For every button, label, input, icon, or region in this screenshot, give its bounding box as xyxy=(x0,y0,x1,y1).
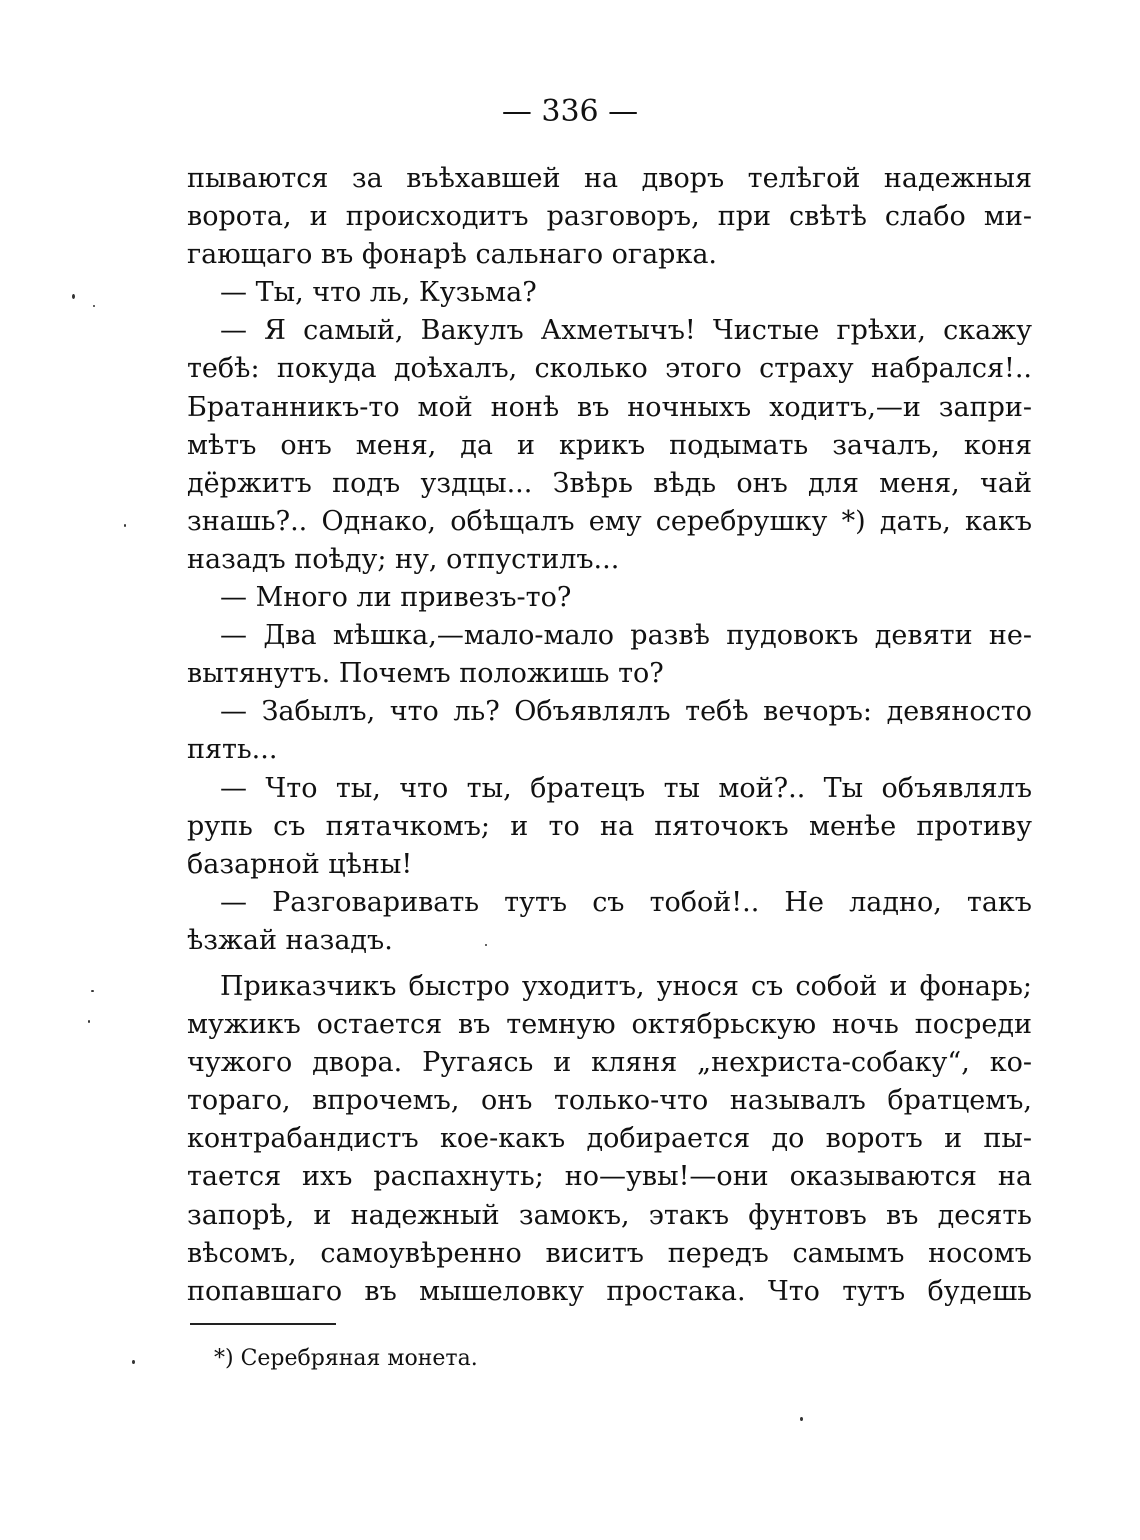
scan-speck xyxy=(485,944,487,946)
text-line: пять... xyxy=(187,734,278,766)
text-line: мужикъ остается въ темную октябрьскую ночь посреди xyxy=(187,1009,1032,1041)
text-line: гающаго въ фонарѣ сальнаго огарка. xyxy=(187,239,718,271)
scan-speck xyxy=(88,1020,90,1023)
scan-speck xyxy=(72,294,75,299)
scan-speck xyxy=(800,1417,803,1421)
text-line: тебѣ: покуда доѣхалъ, сколько этого страху набрался!.. xyxy=(187,353,1032,385)
scan-speck xyxy=(93,305,95,307)
footnote: *) Серебряная монета. xyxy=(214,1346,478,1371)
text-line: контрабандистъ кое-какъ добирается до воротъ и пы- xyxy=(187,1123,1032,1155)
text-line: Братанникъ-то мой нонѣ въ ночныхъ ходитъ,—и запри- xyxy=(187,391,1032,423)
scan-speck xyxy=(124,524,126,527)
text-line: — Что ты, что ты, братецъ ты мой?.. Ты объявлялъ xyxy=(220,772,1032,804)
text-line: — Забылъ, что ль? Объявлялъ тебѣ вечоръ: девяносто xyxy=(220,696,1032,728)
text-line: ворота, и происходитъ разговоръ, при свѣтѣ слабо ми- xyxy=(187,201,1032,233)
text-line: — Два мѣшка,—мало-мало развѣ пудовокъ девяти не- xyxy=(220,620,1032,652)
text-line: тораго, впрочемъ, онъ только-что называлъ братцемъ, xyxy=(187,1085,1032,1117)
text-line: чужого двора. Ругаясь и кляня „нехриста-собаку“, ко- xyxy=(187,1047,1032,1079)
footnote-rule xyxy=(190,1323,336,1325)
text-line: мѣтъ онъ меня, да и крикъ подымать зачалъ, коня xyxy=(187,429,1032,461)
text-line: — Много ли привезъ-то? xyxy=(220,582,572,614)
text-line: тается ихъ распахнуть; но—увы!—они оказываются на xyxy=(187,1161,1032,1193)
text-line: — Разговаривать тутъ съ тобой!.. Не ладно, такъ xyxy=(220,886,1032,918)
text-line: ѣзжай назадъ. xyxy=(187,924,393,956)
text-line: — Ты, что ль, Кузьма? xyxy=(220,277,537,309)
text-line: назадъ поѣду; ну, отпустилъ... xyxy=(187,543,620,575)
text-line: рупь съ пятачкомъ; и то на пяточокъ менѣе противу xyxy=(187,810,1032,842)
text-line: знашь?.. Однако, обѣщалъ ему серебрушку *) дать, какъ xyxy=(187,505,1032,537)
scan-speck xyxy=(132,1360,135,1364)
main-text xyxy=(187,160,1032,1311)
text-line: вѣсомъ, самоувѣренно виситъ передъ самымъ носомъ xyxy=(187,1237,1032,1269)
text-line: запорѣ, и надежный замокъ, этакъ фунтовъ въ десять xyxy=(187,1199,1032,1231)
text-line: базарной цѣны! xyxy=(187,848,413,880)
scan-speck xyxy=(91,990,94,992)
text-line: — Я самый, Вакулъ Ахметычъ! Чистые грѣхи, скажу xyxy=(220,315,1032,347)
text-line: вытянутъ. Почемъ положишь то? xyxy=(187,658,664,690)
text-line: дёржитъ подъ уздцы... Звѣрь вѣдь онъ для меня, чай xyxy=(187,467,1032,499)
text-line: Приказчикъ быстро уходитъ, унося съ собой и фонарь; xyxy=(220,970,1032,1002)
page-number: — 336 — xyxy=(501,94,639,129)
text-line: попавшаго въ мышеловку простака. Что тутъ будешь xyxy=(187,1275,1032,1307)
text-line: пываются за въѣхавшей на дворъ телѣгой надежныя xyxy=(187,163,1032,194)
